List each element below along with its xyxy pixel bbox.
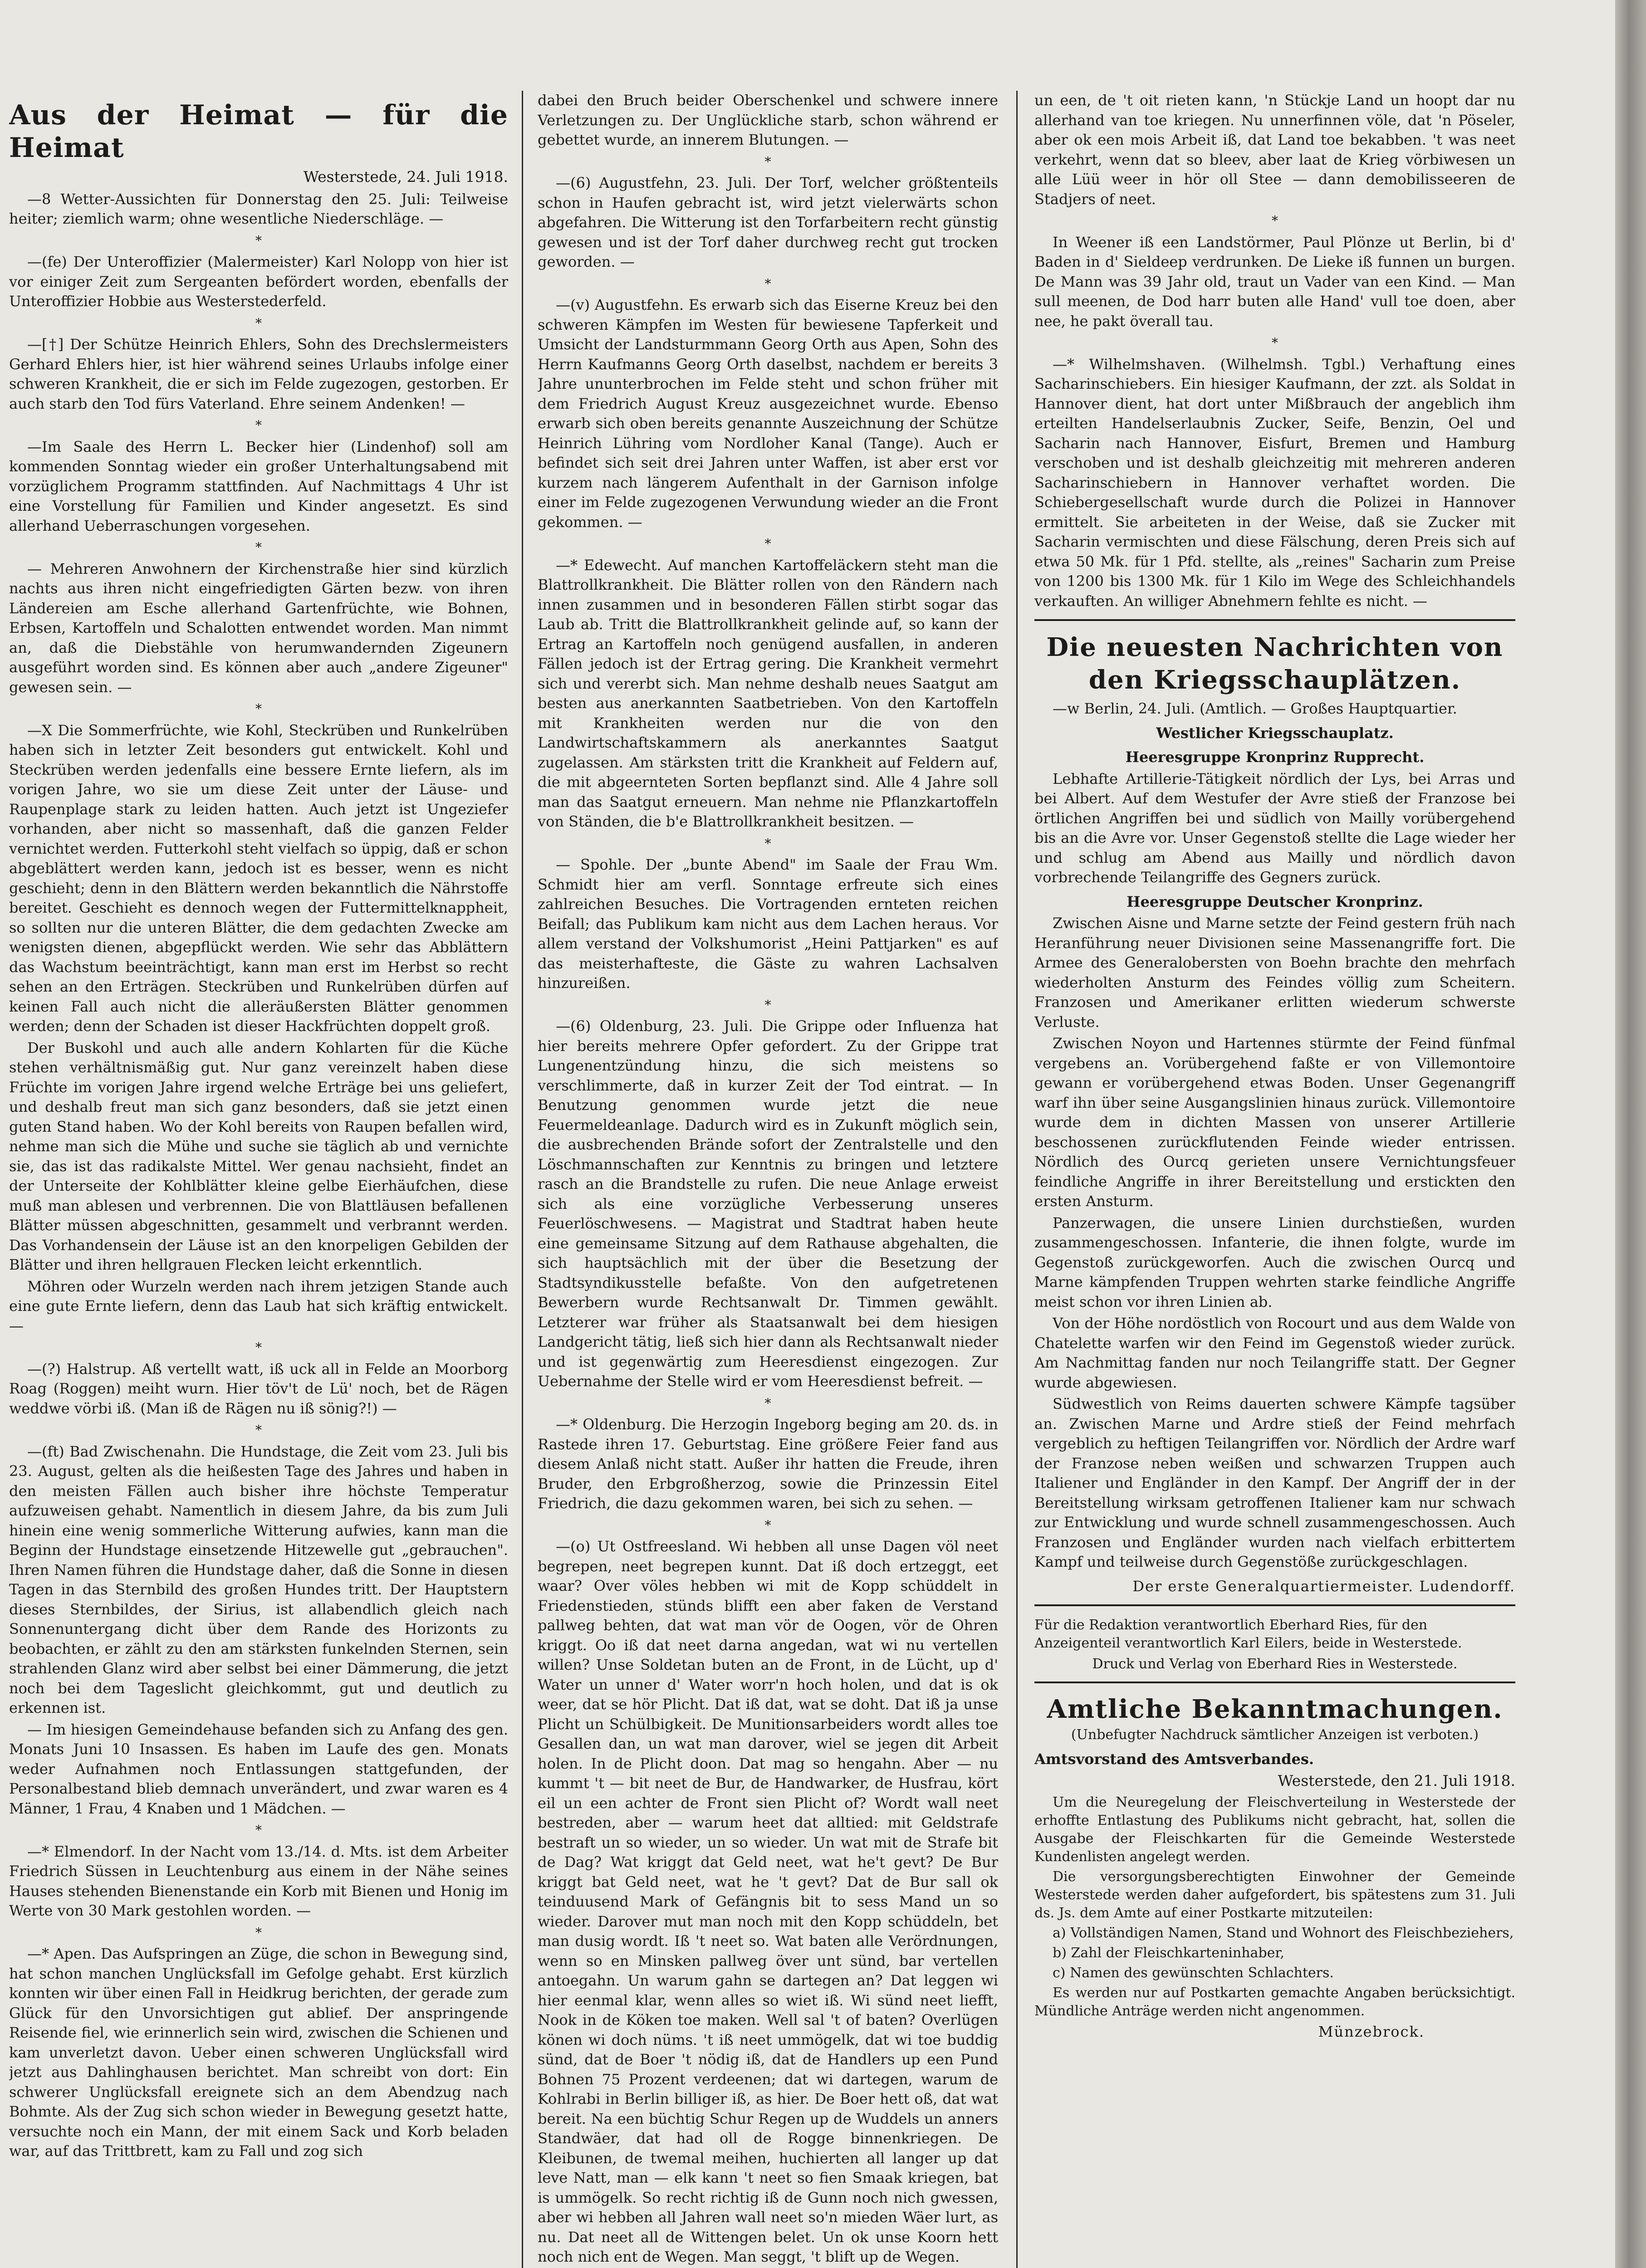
- article: — Im hiesigen Gemeindehause befanden sich zu Anfang des gen. Monats Juni 10 Insassen. Es haben im Laufe des gen. Monats weder Aufnahmen noch Entlassungen stattgefunden, der Personalbestand blieb demnach unverändert, und zwar waren es 4 Männer, 1 Frau, 4 Knaben und 1 Mädchen. —: [9, 1721, 508, 1817]
- article: —[†] Der Schütze Heinrich Ehlers, Sohn des Drechslermeisters Gerhard Ehlers hier, ist hier während seines Urlaubs infolge einer schweren Krankheit, die er sich im Felde zugezogen, gestorben. Er auch starb den Tod fürs Vaterland. Ehre seinem Andenken! —: [9, 336, 508, 412]
- article: —* Wilhelmshaven. (Wilhelmsh. Tgbl.) Verhaftung eines Sacharinschiebers. Ein hiesiger Kaufmann, der zzt. als Soldat in Hannover dient, hat dort unter Mißbrauch der angeblich ihm erteilten Handelserlaubnis Zucker, Seife, Benzin, Oel und Sacharin nach Hannover, Eisfurt, Bremen und Hamburg verschoben und ist deshalb gleichzeitig mit mehreren anderen Sacharinschiebern in Hannover verhaftet worden. Die Schiebergesellschaft wurde durch die Polizei in Hannover ermittelt. Sie arbeiteten in der Weise, daß sie Zucker mit Sacharin vermischten und diese Fälschung, deren Preis sich auf etwa 50 Mk. für 1 Pfd. stellte, als „reines" Sacharin zum Preise von 1200 bis 1300 Mk. für 1 Kilo im Wege des Schleichhandels verkauften. An williger Abnehmern fehlte es nicht. —: [1034, 355, 1515, 610]
- separator-star-icon: *: [255, 701, 262, 716]
- war-report-dateline: —w Berlin, 24. Juli. (Amtlich. — Großes Hauptquartier.: [1053, 700, 1457, 717]
- notice-issuer: Amtsvorstand des Amtsverbandes.: [1034, 1750, 1314, 1768]
- separator-star-icon: *: [255, 418, 262, 433]
- article: —(v) Augustfehn. Es erwarb sich das Eiserne Kreuz bei den schweren Kämpfen im Westen für bewiesene Tapferkeit und Umsicht der Landsturmmann Georg Orth aus Apen, Sohn des Herrn Kaufmanns Georg Orth daselbst, nachdem er bereits 3 Jahre ununterbrochen im Felde steht und schon früher mit dem Friedrich August Kreuz ausgezeichnet wurde. Ebenso erwarb sich oben bereits genannte Auszeichnung der Schütze Heinrich Lühring vom Nordloher Kanal (Tange). Auch er befindet sich seit drei Jahren unter Waffen, ist aber erst vor kurzem nach längerem Aufenthalt in der Garnison infolge einer im Felde zugezogenen Verwundung wieder an die Front gekommen. —: [538, 296, 998, 531]
- article: —* Edewecht. Auf manchen Kartoffeläckern steht man die Blattrollkrankheit. Die Blätter rollen von den Rändern nach innen zusammen und in besonderen Fällen stirbt sogar das Laub ab. Tritt die Blattrollkrankheit gelinde auf, so kann der Ertrag an Kartoffeln noch genügend ausfallen, in anderen Fällen jedoch ist der Ertrag gering. Die Krankheit vermehrt sich und vererbt sich. Man nehme deshalb neues Saatgut am besten aus anerkannten Saatbetrieben. Von den Kartoffeln mit Krankheiten werden nur die von den Landwirtschaftskammern als anerkanntes Saatgut zugelassen. Am stärksten tritt die Krankheit auf Feldern auf, die mit abgeernteten Sorten bepflanzt sind. Alle 4 Jahre soll man das Saatgut erneuern. Man nehme nie Pflanzkartoffeln von Ständen, die b'e Blattrollkrankheit besitzen. —: [538, 556, 998, 830]
- column-2: [538, 91, 998, 2268]
- separator-star-icon: *: [255, 1422, 262, 1437]
- war-report-headline: Die neuesten Nachrichten von den Kriegsschauplätzen.: [1046, 632, 1504, 695]
- section-masthead: Aus der Heimat — für die Heimat: [9, 99, 508, 164]
- separator-star-icon: *: [255, 233, 262, 248]
- army-group-heading: Heeresgruppe Kronprinz Rupprecht.: [1125, 748, 1425, 766]
- article: —(ft) Bad Zwischenahn. Die Hundstage, die Zeit vom 23. Juli bis 23. August, gelten als die heißesten Tage des Jahres und haben in den meisten Fällen auch bisher ihre höchste Temperatur aufzuweisen gehabt. Namentlich in diesem Jahre, da bis zum Juli hinein eine wenig sommerliche Witterung aufwies, kann man die Beginn der Hundstage einsetzende Hitzewelle gut „gebrauchen". Ihren Namen führen die Hundstage daher, daß die Sonne in diesen Tagen in das Sternbild des großen Hundes tritt. Der Hauptstern dieses Sternbildes, der Sirius, ist allabendlich gleich nach Sonnenuntergang dicht über dem Rande des Horizonts zu beobachten, er zählt zu den am stärksten funkelnden Sternen, sein strahlenden Glanz wird aber selbst bei einer Dämmerung, die jetzt noch bei dem Tageslicht gleichkommt, gut und deutlich zu erkennen ist.: [9, 1442, 508, 1716]
- article: —(?) Halstrup. Aß vertellt watt, iß uck all in Felde an Moorborg Roag (Roggen) meiht wurn. Hier töv't de Lü' noch, bet de Rägen weddwe vörbi iß. (Man iß de Rägen nu iß sönig?!) —: [9, 1360, 508, 1417]
- column-1: [9, 91, 508, 2268]
- separator-star-icon: *: [255, 540, 262, 555]
- separator-star-icon: *: [764, 836, 771, 851]
- section-rule: [1034, 619, 1515, 621]
- notice-list-item: c) Namen des gewünschten Schlachters.: [1053, 1965, 1334, 1981]
- notice-list-item: a) Vollständigen Namen, Stand und Wohnort des Fleischbeziehers,: [1053, 1925, 1514, 1941]
- imprint-publisher: Druck und Verlag von Eberhard Ries in Westerstede.: [1092, 1656, 1458, 1672]
- notice-paragraph: Um die Neuregelung der Fleischverteilung in Westerstede der erhoffte Entlastung des Publikums nicht gebracht, hat, sollen die Ausgabe der Fleischkarten für die Gemeinde Westerstede Kundenlisten angelegt werden.: [1034, 1794, 1515, 1865]
- column-3: [1034, 91, 1515, 2268]
- article: —(6) Oldenburg, 23. Juli. Die Grippe oder Influenza hat hier bereits mehrere Opfer gefordert. Zu der Grippe trat Lungenentzündung hinzu, die sich meistens so verschlimmerte, daß in kurzer Zeit der Tod eintrat. — In Benutzung genommen wurde jetzt die neue Feuermeldeanlage. Dadurch wird es in Zukunft möglich sein, die ausbrechenden Brände sofort der Zentralstelle und den Löschmannschaften zur Kenntnis zu bringen und letztere rasch an die Brandstelle zu rufen. Die neue Anlage erweist sich als eine vorzügliche Verbesserung unseres Feuerlöschwesens. — Magistrat und Stadtrat haben heute eine gemeinsame Sitzung auf dem Rathause abgehalten, die sich hauptsächlich mit der über die Besetzung der Stadtsyndikusstelle befaßte. Von den aufgetretenen Bewerbern wurde Rechtsanwalt Dr. Timmen gewählt. Letzterer war früher als Staatsanwalt bei dem hiesigen Landgericht tätig, ließ sich hier dann als Rechtsanwalt nieder und ist gegenwärtig zum Heeresdienst eingezogen. Zur Uebernahme der Stelle wird er vom Heeresdienst befreit. —: [538, 1017, 998, 1390]
- section-rule: [1034, 1681, 1515, 1683]
- book-binding-edge: [1615, 0, 1646, 2268]
- article: Der Buskohl und auch alle andern Kohlarten für die Küche stehen verhältnismäßig gut. Nur ganz vereinzelt haben diese Früchte im vorigen Jahre irgend welche Erträge bei uns geliefert, und deshalb freut man sich ganz besonders, daß sie jetzt einen guten Stand haben. Wo der Kohl bereits von Raupen befallen wird, nehme man sich die Mühe und suche sie täglich ab und vernichte sie, das ist das radikalste Mittel. Wer genau nachsieht, findet an der Unterseite der Kohlblätter kleine gelbe Eierhäufchen, diese muß man ablesen und verbrennen. Die von Blattläusen befallenen Blätter müssen abgeschnitten, gesammelt und verbrannt werden. Das Vorhandensein der Läuse ist an den knorpeligen Gebilden der Blätter und ihren hellgrauen Flecken leicht erkenntlich.: [9, 1039, 508, 1273]
- separator-star-icon: *: [764, 1517, 771, 1533]
- war-report-paragraph: Panzerwagen, die unsere Linien durchstießen, wurden zusammengeschossen. Infanterie, die ihnen folgte, wurde im Gegenstoß zurückgeworfen. Auch die zwischen Ourcq und Marne kämpfenden Truppen wehrten starke feindliche Angriffe meist schon vor ihren Linien ab.: [1034, 1214, 1515, 1310]
- separator-star-icon: *: [255, 1340, 262, 1355]
- war-theater-heading: Westlicher Kriegsschauplatz.: [1156, 724, 1394, 742]
- separator-star-icon: *: [1272, 213, 1278, 228]
- article: Möhren oder Wurzeln werden nach ihrem jetzigen Stande auch eine gute Ernte liefern, denn das Laub hat sich kräftig entwickelt. —: [9, 1277, 508, 1334]
- article: —X Die Sommerfrüchte, wie Kohl, Steckrüben und Runkelrüben haben sich in letzter Zeit besonders gut entwickelt. Kohl und Steckrüben werden jedenfalls eine bessere Ernte liefern, als im vorigen Jahre, wo sie um diese Zeit unter der Läuse- und Raupenplage stark zu leiden hatten. Auch jetzt ist Ungeziefer vorhanden, aber nicht so massenhaft, daß die ganzen Felder vernichtet werden. Futterkohl steht vielfach so üppig, daß er schon abgeblättert werden kann, jedoch ist es besser, wenn es nicht geschieht; denn in den Blättern werden bekanntlich die Nährstoffe bereitet. Geschieht es dennoch wegen der Futtermittelknappheit, so sollten nur die unteren Blätter, die dem gedachten Zwecke am wenigsten dienen, abgepflückt werden. Wie sehr das Abblättern das Wachstum beeinträchtigt, kann man erst im Herbst so recht sehen an den Erträgen. Steckrüben und Runkelrüben dürfen auf keinen Fall auch nicht die alleräußersten Blätter genommen werden; denn der Schaden ist dieser Hackfrüchten doppelt groß.: [9, 721, 508, 1035]
- article-continuation: un een, de 't oit rieten kann, 'n Stückje Land un hoopt dar nu allerhand van toe kriegen. Nu unnerfinnen völe, dat 'n Pöseler, aber ok een mois Arbeit iß, dat Land toe bekabben. 't was neet verkehrt, wenn dat so bleev, aber laat de Krieg vörbiwesen un alle Lüü weer in hör oll Stee — dann demobilisseeren de Stadjers of neet.: [1034, 92, 1515, 208]
- article: —* Apen. Das Aufspringen an Züge, die schon in Bewegung sind, hat schon manchen Unglücksfall im Gefolge gehabt. Erst kürzlich konnten wir über einen Fall in Heidkrug berichten, der gerade zum Glück für den Unvorsichtigen gut ablief. Der anspringende Reisende fiel, wie erinnerlich sein wird, zwischen die Schienen und kam unverletzt davon. Ueber einen schweren Unglücksfall wird jetzt aus Dahlinghausen berichtet. Man schreibt von dort: Ein schwerer Unglücksfall ereignete sich an dem Abendzug nach Bohmte. Als der Zug sich schon wieder in Bewegung gesetzt hatte, versuchte noch ein Mann, der mit einem Sack und Korb beladen war, auf das Trittbrett, kam zu Fall und zog sich: [9, 1945, 508, 2160]
- separator-star-icon: *: [764, 997, 771, 1012]
- article: — Mehreren Anwohnern der Kirchenstraße hier sind kürzlich nachts aus ihren nicht eingefriedigten Gärten bezw. von ihren Ländereien am Esche allerhand Gartenfrüchte, wie Bohnen, Erbsen, Kartoffeln und Schalotten entwendet worden. Man nimmt an, daß die Diebstähle von herumwandernden Zigeunern ausgeführt worden sind. Es können aber auch „andere Zigeuner" gewesen sein. —: [9, 560, 508, 696]
- column-divider: [522, 91, 523, 2268]
- column-divider: [1016, 91, 1018, 2268]
- reprint-note: (Unbefugter Nachdruck sämtlicher Anzeigen ist verboten.): [1071, 1727, 1479, 1743]
- notice-signer: Münzebrock.: [1318, 2023, 1425, 2040]
- separator-star-icon: *: [1272, 335, 1278, 350]
- article: —(o) Ut Ostfreesland. Wi hebben all unse Dagen völ neet begrepen, neet begrepen kunnt. Dat iß doch ertzeggt, eet waar? Over völes hebben wi mit de Kopp schüddelt in Friedenstieden, stünds blifft een aber faken de Verstand pallweg behten, dat wat man vör de Oogen, vör de Ohren kriggt. Oo iß dat neet darna angedan, wat wi nu vertellen willen? Unse Soldetan buten an de Front, in de Lücht, up d' Water un unner d' Water worr'n hoch holen, und dat is ok weer, dat se hör Plicht. Dat iß dat, wat se doht. Dat iß ja unse Plicht un Schülbigkeit. De Munitionsarbeiders wordt alles toe Gesallen dan, un wat man darover, wiel se jegen dit Arbeit holen. In de Plicht doon. Dat mag so hengahn. Aber — nu kummt 't — bit neet de Bur, de Handwarker, de Husfrau, kört eil un een achter de Front sien Plicht of? Wordt wall neet bestreden, aber — warum heet dat alltied: mit Geldstrafe bestraft un so wieder, un so wieder. Un wat mit de Strafe bit de Dag? Wat kriggt dat Geld neet, wat he't gevt? De Bur kriggt bat Geld neet, wat he 't gevt? Dat de Bur sall ok teinduusend Mark of Gefängnis bit to sess Mand un so wieder. Darover mut man noch mit den Kopp schüddeln, bet man dusig wordt. Iß 't neet so. Wat baten alle Verördnungen, wenn so en Minsken pallweg över unt sünd, bar vertellen antoegahn. Un warum gahn se dartegen an? Dat leggen wi hier eenmal klar, wenn alles so wiet iß. Wi sünd neet liefft, Nook in de Köken toe maken. Well sal 't of baten? Overlügen könen wi doch nüms. 't iß neet ummögelk, dat wi toe buddig sünd, dat de Boer 't nödig iß, dat de Handlers up een Pund Bohnen 75 Prozent verdeenen; dat wi dartegen, warum de Kohlrabi in Berlin billiger iß, as hier. De Boer hett oß, dat wat bereit. Na een büchtig Schur Regen up de Wuddels un anners Standwäer, dat had oll de Rogge binnenkriegen. De Kleibunen, de twemal meihen, huchierten all langer up dat leve Natt, man — elk kann 't neet so fien Smaak kriegen, bat is ummögelk. So recht richtig iß de Gunn noch nich gwessen, aber wi hebben all Jahren wall neet so'n mieden Wäer lurt, as nu. Dat neet all de Wittengen belet. Un ok unse Koorn hett noch nich ent de Wegen. Man seggt, 't blift up de Wegen.: [538, 1538, 998, 2265]
- war-report-paragraph: Zwischen Aisne und Marne setzte der Feind gestern früh nach Heranführung neuer Divisionen seine Massenangriffe fort. Die Armee des Generalobersten von Boehn brachte den mehrfach wiederholten Ansturm des Feindes völlig zum Scheitern. Franzosen und Amerikaner erlitten wiederum schwerste Verluste.: [1034, 914, 1515, 1031]
- separator-star-icon: *: [255, 1823, 262, 1838]
- war-report-paragraph: Lebhafte Artillerie-Tätigkeit nördlich der Lys, bei Arras und bei Albert. Auf dem Westufer der Avre stieß der Franzose bei örtlichen Angriffen bei und südlich von Mailly vorübergehend bis an die Avre vor. Unser Gegenstoß stellte die Lage wieder her und schlug am Abend aus Mailly und nördlich davon vorbrechende Teilangriffe des Gegners zurück.: [1034, 770, 1515, 886]
- army-group-heading: Heeresgruppe Deutscher Kronprinz.: [1127, 893, 1423, 910]
- separator-star-icon: *: [764, 276, 771, 291]
- notice-list-item: b) Zahl der Fleischkarteninhaber,: [1053, 1945, 1284, 1961]
- article-continuation: dabei den Bruch beider Oberschenkel und schwere innere Verletzungen zu. Der Unglückliche starb, schon während er gebettet wurde, an innerem Blutungen. —: [538, 92, 998, 148]
- dateline: Westerstede, 24. Juli 1918.: [303, 168, 508, 186]
- article: In Weener iß een Landstörmer, Paul Plönze ut Berlin, bi d' Baden in d' Sieldeep verdrunken. De Lieke iß funnen un burgen. De Mann was 39 Jahr old, traut un Vader van een Kind. — Man sull meenen, de Dod harr buten alle Hand' vull toe doen, aber nee, he pakt överall tau.: [1034, 233, 1515, 330]
- article: —Im Saale des Herrn L. Becker hier (Lindenhof) soll am kommenden Sonntag wieder ein großer Unterhaltungsabend mit vorzüglichem Programm stattfinden. Auf Nachmittags 4 Uhr ist eine Vorstellung für Familien und Kinder angesetzt. Es sind allerhand Ueberraschungen vorgesehen.: [9, 438, 508, 534]
- article: — Spohle. Der „bunte Abend" im Saale der Frau Wm. Schmidt hier am verfl. Sonntage erfreute sich eines zahlreichen Besuches. Die Vortragenden ernteten reichen Beifall; das Publikum kam nicht aus dem Lachen heraus. Vor allem verstand der Volkshumorist „Heini Pattjarken" es auf das meisterhafteste, die Gäste zu wahren Lachsalven hinzureißen.: [538, 856, 998, 992]
- war-report-signature: Der erste Generalquartiermeister. Ludendorff.: [1132, 1577, 1515, 1595]
- notice-paragraph: Es werden nur auf Postkarten gemachte Angaben berücksichtigt. Mündliche Anträge werden nicht angenommen.: [1034, 1984, 1515, 2019]
- separator-star-icon: *: [255, 315, 262, 331]
- article: —(6) Augustfehn, 23. Juli. Der Torf, welcher größtenteils schon in Haufen gebracht ist, wird jetzt vielerwärts schon abgefahren. Die Witterung ist den Torfarbeitern recht günstig gewesen und ist der Torf daher durchweg recht gut trocken geworden. —: [538, 174, 998, 270]
- article: —* Oldenburg. Die Herzogin Ingeborg beging am 20. ds. in Rastede ihren 17. Geburtstag. Eine größere Feier fand aus diesem Anlaß nicht statt. Außer ihr hatten die Freude, ihren Bruder, den Erbgroßherzog, sowie die Prinzessin Eitel Friedrich, die dazu gekommen waren, bei sich zu sehen. —: [538, 1416, 998, 1512]
- imprint-editors: Für die Redaktion verantwortlich Eberhard Ries, für den Anzeigenteil verantwortlich Karl Eilers, beide in Westerstede.: [1034, 1617, 1462, 1651]
- notice-date: Westerstede, den 21. Juli 1918.: [1278, 1772, 1515, 1789]
- separator-star-icon: *: [255, 1925, 262, 1940]
- war-report-paragraph: Südwestlich von Reims dauerten schwere Kämpfe tagsüber an. Zwischen Marne und Ardre stieß der Feind mehrfach vergeblich zu heftigen Teilangriffen vor. Nördlich der Ardre warf der Franzose neben weißen und schwarzen Truppen auch Italiener und Engländer in den Kampf. Der Angriff der in der Bereitstellung wirksam getroffenen Italiener kam nur schwach zur Entwicklung und wurde schnell zusammengeschossen. Auch Franzosen und Engländer wurden nach vielfach erbittertem Kampf und teilweise durch Gegenstöße zurückgeschlagen.: [1034, 1395, 1515, 1570]
- official-notices-headline: Amtliche Bekanntmachungen.: [1047, 1694, 1503, 1724]
- article: —* Elmendorf. In der Nacht vom 13./14. d. Mts. ist dem Arbeiter Friedrich Süssen in Leuchtenburg aus einem in der Nähe seines Hauses stehenden Bienenstande ein Korb mit Bienen und Honig im Werte von 30 Mark gestohlen worden. —: [9, 1843, 508, 1919]
- separator-star-icon: *: [764, 154, 771, 169]
- separator-star-icon: *: [764, 536, 771, 551]
- notice-paragraph: Die versorgungsberechtigten Einwohner der Gemeinde Westerstede werden daher aufgefordert, bis spätestens zum 31. Juli ds. Js. dem Amte auf einer Postkarte mitzuteilen:: [1034, 1868, 1515, 1921]
- article: —(fe) Der Unteroffizier (Malermeister) Karl Nolopp von hier ist vor einiger Zeit zum Sergeanten befördert worden, ebenfalls der Unteroffizier Hobbie aus Westerstederfeld.: [9, 253, 508, 310]
- separator-star-icon: *: [764, 1395, 771, 1411]
- section-rule: [1034, 1604, 1515, 1606]
- war-report-paragraph: Von der Höhe nordöstlich von Rocourt und aus dem Walde von Chatelette warfen wir den Feind im Gegenstoß wieder zurück. Am Nachmittag fanden nur noch Teilangriffe statt. Der Gegner wurde abgewiesen.: [1034, 1315, 1515, 1391]
- war-report-paragraph: Zwischen Noyon und Hartennes stürmte der Feind fünfmal vergebens an. Vorübergehend faßte er von Villemontoire gewann er vorübergehend etwas Boden. Unser Gegenangriff warf ihn über seine Ausgangslinien hinaus zurück. Villemontoire wurde dem in dichten Massen von unserer Artillerie beschossenen zurückflutenden Feinde wieder entrissen. Nördlich des Ourcq gerieten unsere Vernichtungsfeuer feindliche Angriffe in ihrer Bereitstellung und erstickten den ersten Ansturm.: [1034, 1035, 1515, 1210]
- article: —8 Wetter-Aussichten für Donnerstag den 25. Juli: Teilweise heiter; ziemlich warm; ohne wesentliche Niederschläge. —: [9, 190, 508, 227]
